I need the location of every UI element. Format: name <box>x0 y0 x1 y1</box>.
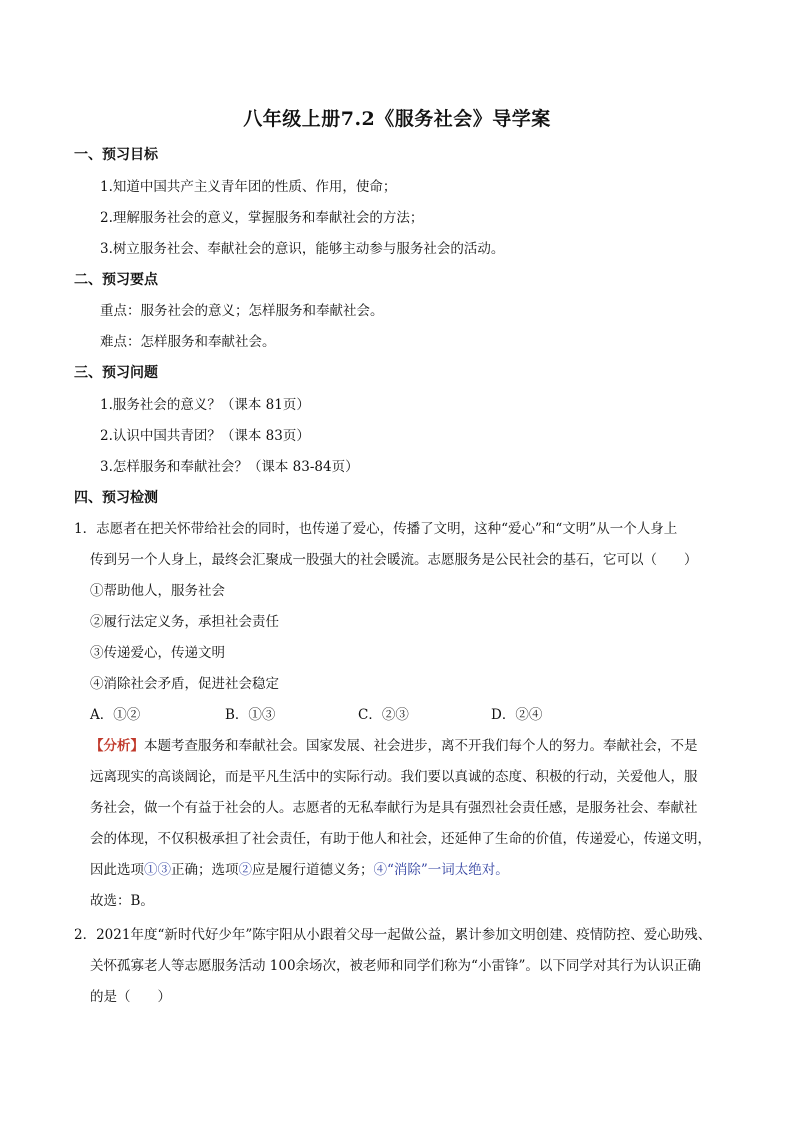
q2-stem-line: 的是（ ） <box>90 989 171 1005</box>
q1-analysis-line: 务社会，做一个有益于社会的人。志愿者的无私奉献行为是具有强烈社会责任感，是服务社会、奉献社 <box>90 800 698 816</box>
question-item: 1.服务社会的意义？（课本 81页） <box>100 397 310 413</box>
analysis-text: 本题考查服务和奉献社会。国家发展、社会进步，离不开我们每个人的努力。奉献社会，不是 <box>144 738 698 754</box>
q1-option-b: B．①③ <box>225 707 276 723</box>
q1-option-a: A．①② <box>90 707 141 723</box>
q1-analysis-line: 远离现实的高谈阔论，而是平凡生活中的实际行动。我们要以真诚的态度、积极的行动，关爱他人，服 <box>90 769 698 785</box>
q1-options <box>90 706 542 724</box>
section-heading-questions: 三、预习问题 <box>74 365 158 381</box>
q1-analysis-line <box>90 737 698 755</box>
q1-option-d: D．②④ <box>491 707 543 723</box>
page-title: 八年级上册7.2《服务社会》导学案 <box>243 108 551 130</box>
analysis-highlight: ④“消除”一词太绝对。 <box>373 862 509 878</box>
goal-item: 3.树立服务社会、奉献社会的意识，能够主动参与服务社会的活动。 <box>100 241 505 257</box>
question-item: 3.怎样服务和奉献社会？（课本 83-84页） <box>100 459 359 475</box>
q1-option-c: C．②③ <box>358 707 409 723</box>
analysis-text: 正确；选项 <box>171 862 239 878</box>
section-heading-keypoints: 二、预习要点 <box>74 272 158 288</box>
analysis-text: 应是履行道德义务； <box>252 862 374 878</box>
section-heading-check: 四、预习检测 <box>74 490 158 506</box>
analysis-text: 因此选项 <box>90 862 144 878</box>
q1-statement: ③传递爱心，传递文明 <box>90 645 225 661</box>
q2-stem-line: 关怀孤寡老人等志愿服务活动 100余场次，被老师和同学们称为“小雷锋”。以下同学对其行为认识正确 <box>90 958 701 974</box>
q1-analysis-line: 会的体现，不仅积极承担了社会责任，有助于他人和社会，还延伸了生命的价值，传递爱心，传递文明， <box>90 831 711 847</box>
q2-stem-line: 2．2021年度“新时代好少年”陈宇阳从小跟着父母一起做公益，累计参加文明创建、疫情防控、爱心助残、 <box>74 927 712 943</box>
q1-statement: ①帮助他人，服务社会 <box>90 583 225 599</box>
keypoint-item: 难点：怎样服务和奉献社会。 <box>100 334 276 350</box>
analysis-highlight: ② <box>238 862 252 878</box>
q1-stem-line: 1．志愿者在把关怀带给社会的同时，也传递了爱心，传播了文明，这种“爱心”和“文明”从一个人身上 <box>74 521 678 537</box>
q1-answer: 故选：B。 <box>90 893 154 909</box>
section-heading-goals: 一、预习目标 <box>74 147 158 163</box>
goal-item: 2.理解服务社会的意义，掌握服务和奉献社会的方法； <box>100 210 424 226</box>
analysis-highlight: ①③ <box>144 862 171 878</box>
analysis-tag: 【分析】 <box>90 738 144 754</box>
goal-item: 1.知道中国共产主义青年团的性质、作用，使命； <box>100 179 397 195</box>
question-item: 2.认识中国共青团？（课本 83页） <box>100 428 310 444</box>
q1-statement: ④消除社会矛盾，促进社会稳定 <box>90 676 279 692</box>
q1-analysis-line <box>90 861 509 879</box>
q1-stem-line: 传到另一个人身上，最终会汇聚成一股强大的社会暖流。志愿服务是公民社会的基石，它可以（ ） <box>90 552 698 568</box>
q1-statement: ②履行法定义务，承担社会责任 <box>90 614 279 630</box>
keypoint-item: 重点：服务社会的意义；怎样服务和奉献社会。 <box>100 303 384 319</box>
